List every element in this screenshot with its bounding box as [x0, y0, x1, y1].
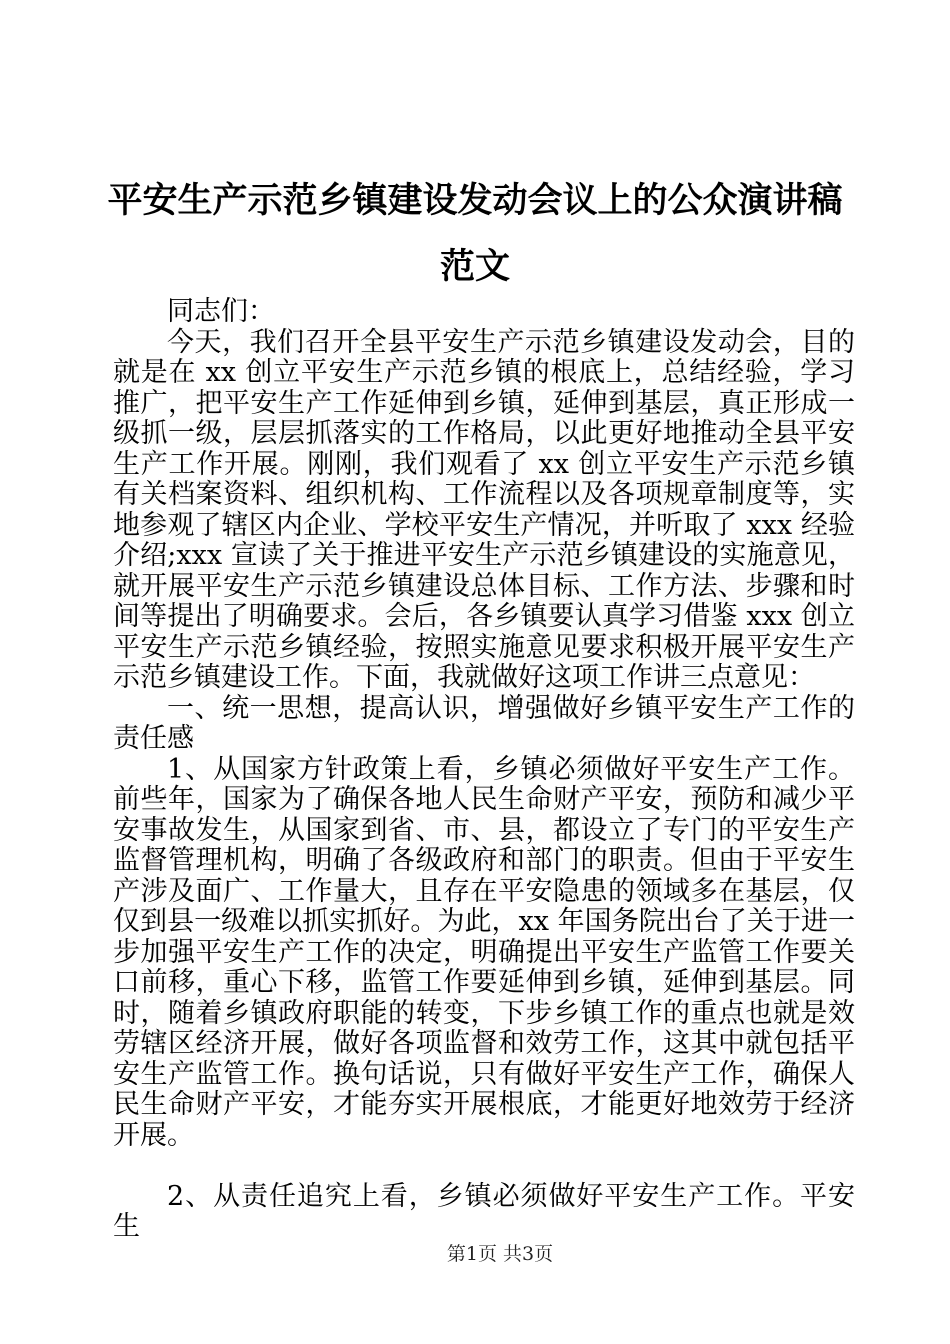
paragraph-point-1: 1、从国家方针政策上看，乡镇必须做好平安生产工作。前些年，国家为了确保各地人民生命财产平安，预防和减少平安事故发生，从国家到省、市、县，都设立了专门的平安生产监督管理机构，明确了各级政府和部门的职责。但由于平安生产涉及面广、工作量大，且存在平安隐患的领域多在基层，仅仅到县一级难以抓实抓好。为此，xx 年国务院出台了关于进一步加强平安生产工作的决定，明确提出平安生产监管工作要关口前移，重心下移，监管工作要延伸到乡镇，延伸到基层。同时，随着乡镇政府职能的转变，下步乡镇工作的重点也就是效劳辖区经济开展，做好各项监督和效劳工作，这其中就包括平安生产监管工作。换句话说，只有做好平安生产工作，确保人民生命财产平安，才能夯实开展根底，才能更好地效劳于经济开展。 — [113, 753, 855, 1151]
salutation-line: 同志们： — [167, 296, 275, 327]
paragraph-opening: 今天，我们召开全县平安生产示范乡镇建设发动会，目的就是在 xx 创立平安生产示范乡镇的根底上，总结经验，学习推广，把平安生产工作延伸到乡镇，延伸到基层，真正形成一级抓一级，层层抓落实的工作格局，以此更好地推动全县平安生产工作开展。刚刚，我们观看了 xx 创立平安生产示范乡镇有关档案资料、组织机构、工作流程以及各项规章制度等，实地参观了辖区内企业、学校平安生产情况，并听取了 xxx 经验介绍;xxx 宣读了关于推进平安生产示范乡镇建设的实施意见，就开展平安生产示范乡镇建设总体目标、工作方法、步骤和时间等提出了明确要求。会后，各乡镇要认真学习借鉴 xxx 创立平安生产示范乡镇经验，按照实施意见要求积极开展平安生产示范乡镇建设工作。下面，我就做好这项工作讲三点意见： — [113, 326, 855, 693]
page-footer — [0, 1242, 950, 1266]
document-body — [113, 297, 855, 1243]
paragraph-point-2: 2、从责任追究上看，乡镇必须做好平安生产工作。平安生 — [113, 1180, 855, 1242]
section-heading-one: 一、统一思想，提高认识，增强做好乡镇平安生产工作的责任感 — [113, 692, 855, 754]
document-title: 平安生产示范乡镇建设发动会议上的公众演讲稿范文 — [107, 181, 843, 287]
blank-line — [113, 1151, 855, 1182]
page-number-label: 第1页 共3页 — [446, 1243, 554, 1265]
